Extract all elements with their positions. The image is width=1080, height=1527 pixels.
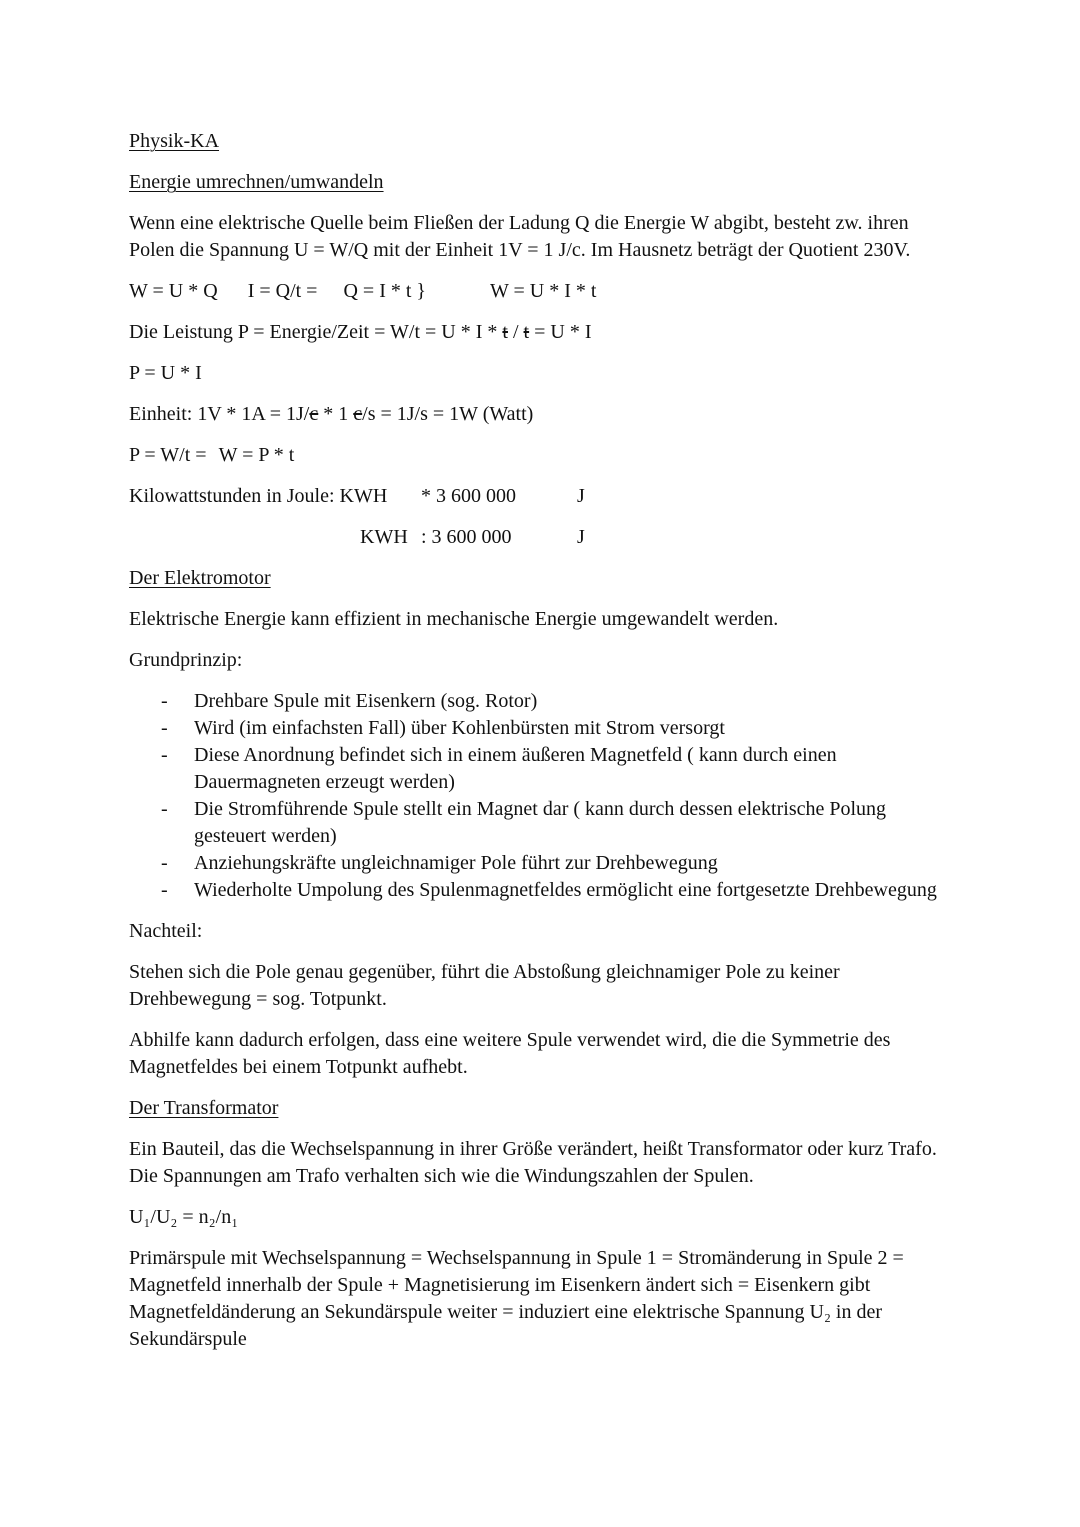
leistung-result: = U * I	[529, 321, 592, 343]
einheit-mid: * 1	[318, 403, 354, 425]
document-page	[129, 128, 959, 1367]
list-item: - Diese Anordnung befindet sich in einem äußeren Magnetfeld ( kann durch einen Dauermagneten erzeugt werden)	[129, 742, 959, 796]
nachteil-paragraph: Stehen sich die Pole genau gegenüber, führt die Abstoßung gleichnamiger Pole zu keiner Drehbewegung = sog. Totpunkt.	[129, 961, 840, 1010]
einheit-text: Einheit: 1V * 1A = 1J/	[129, 403, 310, 425]
leistung-divider: /	[507, 321, 524, 343]
transformator-intro: Ein Bauteil, das die Wechselspannung in ihrer Größe verändert, heißt Transformator oder kurz Trafo. Die Spannungen am Trafo verhalten sich wie die Windungszahlen der Spulen.	[129, 1138, 937, 1187]
list-item: - Anziehungskräfte ungleichnamiger Pole führt zur Drehbewegung	[129, 850, 959, 877]
grundprinzip-label: Grundprinzip:	[129, 649, 243, 671]
kwh-label-2: KWH	[360, 526, 408, 548]
section-heading-elektromotor: Der Elektromotor	[129, 567, 271, 589]
kwh-multiply-factor: * 3 600 000	[421, 485, 516, 507]
formula-q-it: Q = I * t }	[343, 280, 427, 302]
formula-p-wt: P = W/t =	[129, 444, 207, 466]
list-item: - Drehbare Spule mit Eisenkern (sog. Rotor)	[129, 688, 959, 715]
kwh-row-divide	[129, 524, 959, 551]
abhilfe-paragraph: Abhilfe kann dadurch erfolgen, dass eine weitere Spule verwendet wird, die die Symmetrie des Magnetfeldes bei einem Totpunkt aufhebt.	[129, 1029, 891, 1078]
leistung-cancel-t1: t	[502, 321, 508, 343]
leistung-text: Die Leistung P = Energie/Zeit = W/t = U * I *	[129, 321, 503, 343]
formula-p-ui: P = U * I	[129, 362, 202, 384]
list-item: - Die Stromführende Spule stellt ein Magnet dar ( kann durch dessen elektrische Polung gesteuert werden)	[129, 796, 959, 850]
formula-w-uq: W = U * Q	[129, 280, 218, 302]
einheit-cancel-c2: c	[353, 403, 363, 425]
formula-line-wuq	[129, 278, 959, 305]
list-item: - Wird (im einfachsten Fall) über Kohlenbürsten mit Strom versorgt	[129, 715, 959, 742]
formula-einheit	[129, 401, 959, 428]
formula-w-pt: W = P * t	[218, 444, 295, 466]
elektromotor-intro: Elektrische Energie kann effizient in mechanische Energie umgewandelt werden.	[129, 608, 779, 630]
formula-line-pwt	[129, 442, 959, 469]
einheit-result: /s = 1J/s = 1W (Watt)	[362, 403, 534, 425]
energie-intro-paragraph: Wenn eine elektrische Quelle beim Fließen der Ladung Q die Energie W abgibt, besteht zw. ihren Polen die Spannung U = W/Q mit der Einheit 1V = 1 J/c. Im Hausnetz beträgt der Quotient 230V.	[129, 212, 911, 261]
grundprinzip-list	[129, 688, 959, 904]
kwh-unit-j-2: J	[577, 526, 585, 548]
list-item: - Wiederholte Umpolung des Spulenmagnetfeldes ermöglicht eine fortgesetzte Drehbewegung	[129, 877, 959, 904]
transformator-chain-paragraph: Primärspule mit Wechselspannung = Wechselspannung in Spule 1 = Stromänderung in Spule 2 = Magnetfeld innerhalb der Spule + Magnetisierung im Eisenkern ändert sich = Eisenkern gibt Magnetfeldänderung an Sekundärspule weiter = induziert eine elektrische Spannung U₂ in der Sekundärspule	[129, 1247, 904, 1350]
section-heading-energie: Energie umrechnen/umwandeln	[129, 171, 384, 193]
section-heading-transformator: Der Transformator	[129, 1097, 279, 1119]
kwh-unit-j: J	[577, 485, 585, 507]
formula-spannung-ratio: U₁/U₂ = n₂/n₁	[129, 1206, 239, 1228]
formula-leistung	[129, 319, 959, 346]
document-title: Physik-KA	[129, 130, 220, 152]
nachteil-label: Nachteil:	[129, 920, 203, 942]
kwh-row-multiply	[129, 483, 959, 510]
leistung-cancel-t2: t	[523, 321, 530, 343]
einheit-cancel-c1: c	[309, 403, 319, 425]
formula-i-qt: I = Q/t =	[247, 280, 318, 302]
kwh-divide-factor: : 3 600 000	[421, 526, 512, 548]
kwh-label: Kilowattstunden in Joule: KWH	[129, 485, 388, 507]
formula-w-uit: W = U * I * t	[490, 280, 597, 302]
